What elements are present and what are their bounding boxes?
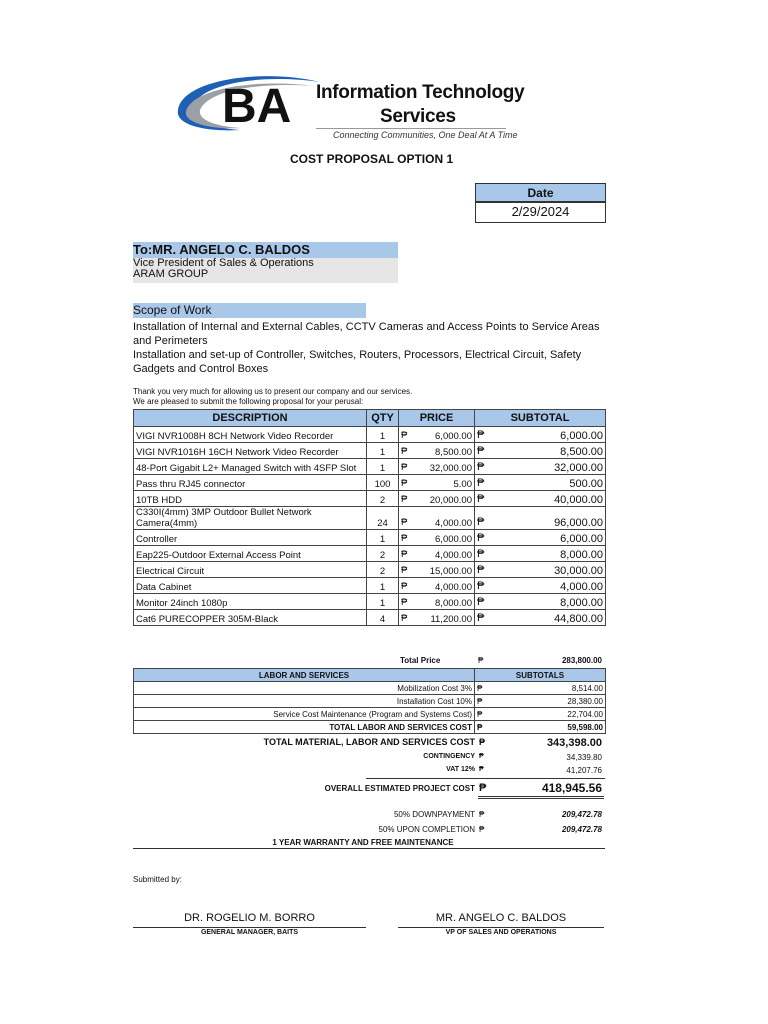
right-signature-line xyxy=(398,927,604,928)
currency-symbol: ₱ xyxy=(401,430,408,441)
item-description: Eap225-Outdoor External Access Point xyxy=(134,546,367,562)
items-header-row xyxy=(134,410,606,427)
total-material-value: 343,398.00 xyxy=(546,737,602,749)
item-qty: 1 xyxy=(367,443,399,459)
currency-symbol: ₱ xyxy=(477,709,483,719)
scope-text xyxy=(133,320,603,376)
currency-symbol: ₱ xyxy=(479,810,485,819)
left-signatory-name: DR. ROGELIO M. BORRO xyxy=(184,912,315,924)
currency-symbol: ₱ xyxy=(477,461,485,473)
currency-symbol: ₱ xyxy=(401,581,408,592)
currency-symbol: ₱ xyxy=(479,782,487,794)
table-row xyxy=(134,562,606,578)
overall-value: 418,945.56 xyxy=(541,781,602,795)
item-description: Data Cabinet xyxy=(134,578,367,594)
item-subtotal-value: 500.00 xyxy=(569,478,603,490)
labor-label: Service Cost Maintenance (Program and Systems Cost) xyxy=(134,708,475,721)
item-qty: 1 xyxy=(367,594,399,610)
currency-symbol: ₱ xyxy=(477,548,485,560)
left-signatory-title: GENERAL MANAGER, BAITS xyxy=(200,929,299,936)
header-qty: QTY xyxy=(367,410,399,427)
table-row xyxy=(134,491,606,507)
item-subtotal-value: 40,000.00 xyxy=(554,494,603,506)
item-description: C330I(4mm) 3MP Outdoor Bullet Network Camera(4mm) xyxy=(134,507,367,530)
total-price-label: Total Price xyxy=(400,656,441,665)
item-price xyxy=(399,594,475,610)
item-price xyxy=(399,507,475,530)
item-price-value: 5.00 xyxy=(453,479,472,490)
right-signatory-title: VP OF SALES AND OPERATIONS xyxy=(445,929,557,936)
warranty-rule xyxy=(133,848,605,849)
item-qty: 2 xyxy=(367,546,399,562)
item-qty: 1 xyxy=(367,578,399,594)
vat-label: VAT 12% xyxy=(446,766,475,773)
item-description: VIGI NVR1016H 16CH Network Video Recorder xyxy=(134,443,367,459)
item-price xyxy=(399,530,475,546)
currency-symbol: ₱ xyxy=(477,516,485,528)
summary-rule xyxy=(366,778,605,779)
table-row xyxy=(134,427,606,443)
item-subtotal-value: 6,000.00 xyxy=(560,430,603,442)
currency-symbol: ₱ xyxy=(401,533,408,544)
item-subtotal xyxy=(475,594,606,610)
item-description: Electrical Circuit xyxy=(134,562,367,578)
scope-item: Installation of Internal and External Cables, CCTV Cameras and Access Points to Service Areas and Perimeters xyxy=(133,321,600,347)
item-price-value: 32,000.00 xyxy=(429,463,472,474)
intro-text xyxy=(133,387,412,407)
tagline-rule xyxy=(316,128,506,129)
item-price xyxy=(399,427,475,443)
item-subtotal-value: 32,000.00 xyxy=(554,462,603,474)
labor-value-text: 22,704.00 xyxy=(567,709,603,719)
header-description: DESCRIPTION xyxy=(134,410,367,427)
warranty-note: 1 YEAR WARRANTY AND FREE MAINTENANCE xyxy=(272,838,454,847)
item-subtotal-value: 30,000.00 xyxy=(554,565,603,577)
currency-symbol: ₱ xyxy=(401,549,408,560)
currency-symbol: ₱ xyxy=(477,596,485,608)
submitted-by: Submitted by: xyxy=(133,875,182,884)
recipient-company: ARAM GROUP xyxy=(133,268,209,280)
item-price xyxy=(399,459,475,475)
left-signature-line xyxy=(133,927,366,928)
completion-value: 209,472.78 xyxy=(561,825,602,834)
labor-label: TOTAL LABOR AND SERVICES COST xyxy=(134,721,475,734)
table-row xyxy=(134,546,606,562)
overall-underline-1 xyxy=(478,796,604,797)
currency-symbol: ₱ xyxy=(477,612,485,624)
currency-symbol: ₱ xyxy=(477,722,483,732)
currency-symbol: ₱ xyxy=(479,825,485,834)
item-qty: 4 xyxy=(367,610,399,626)
labor-table xyxy=(133,668,606,734)
currency-symbol: ₱ xyxy=(479,753,484,760)
currency-symbol: ₱ xyxy=(479,766,484,773)
header-price: PRICE xyxy=(399,410,475,427)
item-qty: 1 xyxy=(367,530,399,546)
logo-letters: BA xyxy=(222,80,292,133)
item-price xyxy=(399,578,475,594)
item-qty: 2 xyxy=(367,562,399,578)
item-price xyxy=(399,491,475,507)
table-row xyxy=(134,443,606,459)
item-description: VIGI NVR1008H 8CH Network Video Recorder xyxy=(134,427,367,443)
item-subtotal-value: 4,000.00 xyxy=(560,581,603,593)
item-subtotal-value: 6,000.00 xyxy=(560,533,603,545)
date-label: Date xyxy=(475,183,606,203)
item-subtotal xyxy=(475,507,606,530)
contingency-label: CONTINGENCY xyxy=(423,753,475,760)
currency-symbol: ₱ xyxy=(401,597,408,608)
item-description: Controller xyxy=(134,530,367,546)
currency-symbol: ₱ xyxy=(479,737,486,747)
item-price-value: 8,500.00 xyxy=(435,447,472,458)
item-subtotal-value: 8,000.00 xyxy=(560,597,603,609)
item-price-value: 15,000.00 xyxy=(429,566,472,577)
downpayment-label: 50% DOWNPAYMENT xyxy=(393,810,475,819)
labor-value xyxy=(475,682,606,695)
labor-value xyxy=(475,708,606,721)
recipient-block xyxy=(133,258,398,283)
currency-symbol: ₱ xyxy=(477,683,483,693)
item-price-value: 4,000.00 xyxy=(435,518,472,529)
item-qty: 24 xyxy=(367,507,399,530)
item-description: 10TB HDD xyxy=(134,491,367,507)
currency-symbol: ₱ xyxy=(477,429,485,441)
currency-symbol: ₱ xyxy=(401,565,408,576)
date-value: 2/29/2024 xyxy=(475,201,606,223)
currency-symbol: ₱ xyxy=(401,494,408,505)
currency-symbol: ₱ xyxy=(478,656,484,665)
item-price-value: 6,000.00 xyxy=(435,431,472,442)
recipient-position: Vice President of Sales & Operations xyxy=(133,258,314,269)
item-price-value: 11,200.00 xyxy=(430,614,472,625)
table-row xyxy=(134,507,606,530)
item-price-value: 6,000.00 xyxy=(435,534,472,545)
item-subtotal xyxy=(475,475,606,491)
currency-symbol: ₱ xyxy=(477,493,485,505)
table-row xyxy=(134,530,606,546)
document-title: COST PROPOSAL OPTION 1 xyxy=(290,152,454,166)
table-row xyxy=(134,682,606,695)
contingency-value: 34,339.80 xyxy=(566,753,602,762)
overall-label: OVERALL ESTIMATED PROJECT COST xyxy=(324,784,475,793)
item-description: 48-Port Gigabit L2+ Managed Switch with 4SFP Slot xyxy=(134,459,367,475)
downpayment-value: 209,472.78 xyxy=(561,810,602,819)
currency-symbol: ₱ xyxy=(477,532,485,544)
vat-value: 41,207.76 xyxy=(566,766,602,775)
table-row xyxy=(134,721,606,734)
item-subtotal xyxy=(475,610,606,626)
labor-value xyxy=(475,721,606,734)
table-row xyxy=(134,708,606,721)
item-price xyxy=(399,546,475,562)
item-subtotal-value: 8,500.00 xyxy=(560,446,603,458)
item-price xyxy=(399,562,475,578)
item-subtotal-value: 8,000.00 xyxy=(560,549,603,561)
item-subtotal xyxy=(475,578,606,594)
company-name-line1: Information Technology xyxy=(316,82,525,103)
table-row xyxy=(134,695,606,708)
item-qty: 2 xyxy=(367,491,399,507)
company-name-line2: Services xyxy=(380,106,456,127)
currency-symbol: ₱ xyxy=(477,477,485,489)
labor-label: Mobilization Cost 3% xyxy=(134,682,475,695)
currency-symbol: ₱ xyxy=(477,445,485,457)
item-qty: 1 xyxy=(367,427,399,443)
labor-label: Installation Cost 10% xyxy=(134,695,475,708)
table-row xyxy=(134,475,606,491)
header-subtotal: SUBTOTAL xyxy=(475,410,606,427)
item-subtotal xyxy=(475,546,606,562)
item-price xyxy=(399,610,475,626)
currency-symbol: ₱ xyxy=(401,462,408,473)
item-subtotal xyxy=(475,530,606,546)
header-subtotals: SUBTOTALS xyxy=(475,669,606,682)
currency-symbol: ₱ xyxy=(401,613,408,624)
currency-symbol: ₱ xyxy=(401,478,408,489)
item-price-value: 4,000.00 xyxy=(435,550,472,561)
table-row xyxy=(134,594,606,610)
item-price-value: 8,000.00 xyxy=(435,598,472,609)
table-row xyxy=(134,610,606,626)
currency-symbol: ₱ xyxy=(401,517,408,528)
scope-heading: Scope of Work xyxy=(133,303,366,318)
item-description: Pass thru RJ45 connector xyxy=(134,475,367,491)
item-subtotal xyxy=(475,459,606,475)
item-price-value: 20,000.00 xyxy=(429,495,472,506)
total-price-value: 283,800.00 xyxy=(561,656,602,665)
labor-value-text: 59,598.00 xyxy=(567,722,603,732)
item-subtotal xyxy=(475,491,606,507)
item-description: Monitor 24inch 1080p xyxy=(134,594,367,610)
right-signatory-name: MR. ANGELO C. BALDOS xyxy=(435,912,567,924)
item-price-value: 4,000.00 xyxy=(435,582,472,593)
table-row xyxy=(134,578,606,594)
labor-value xyxy=(475,695,606,708)
item-price xyxy=(399,443,475,459)
item-description: Cat6 PURECOPPER 305M-Black xyxy=(134,610,367,626)
item-subtotal xyxy=(475,562,606,578)
currency-symbol: ₱ xyxy=(401,446,408,457)
completion-label: 50% UPON COMPLETION xyxy=(378,825,475,834)
item-subtotal xyxy=(475,427,606,443)
item-subtotal-value: 44,800.00 xyxy=(554,613,603,625)
company-tagline: Connecting Communities, One Deal At A Time xyxy=(333,130,518,140)
currency-symbol: ₱ xyxy=(477,696,483,706)
item-subtotal-value: 96,000.00 xyxy=(554,517,603,529)
intro-line: Thank you very much for allowing us to present our company and our services. xyxy=(133,387,413,396)
currency-symbol: ₱ xyxy=(477,580,485,592)
header-labor: LABOR AND SERVICES xyxy=(134,669,475,682)
total-material-label: TOTAL MATERIAL, LABOR AND SERVICES COST xyxy=(263,737,475,747)
scope-item: Installation and set-up of Controller, Switches, Routers, Processors, Electrical Circuit, Safety Gadgets and Control Boxes xyxy=(133,349,582,375)
item-qty: 100 xyxy=(367,475,399,491)
currency-symbol: ₱ xyxy=(477,564,485,576)
table-row xyxy=(134,459,606,475)
item-subtotal xyxy=(475,443,606,459)
item-price xyxy=(399,475,475,491)
labor-value-text: 8,514.00 xyxy=(571,683,603,693)
intro-line: We are pleased to submit the following proposal for your perusal: xyxy=(133,397,364,406)
overall-underline-2 xyxy=(478,798,604,799)
company-logo xyxy=(170,70,320,140)
items-table xyxy=(133,409,606,626)
labor-header-row xyxy=(134,669,606,682)
recipient-to: To:MR. ANGELO C. BALDOS xyxy=(133,242,398,258)
item-qty: 1 xyxy=(367,459,399,475)
labor-value-text: 28,380.00 xyxy=(567,696,603,706)
